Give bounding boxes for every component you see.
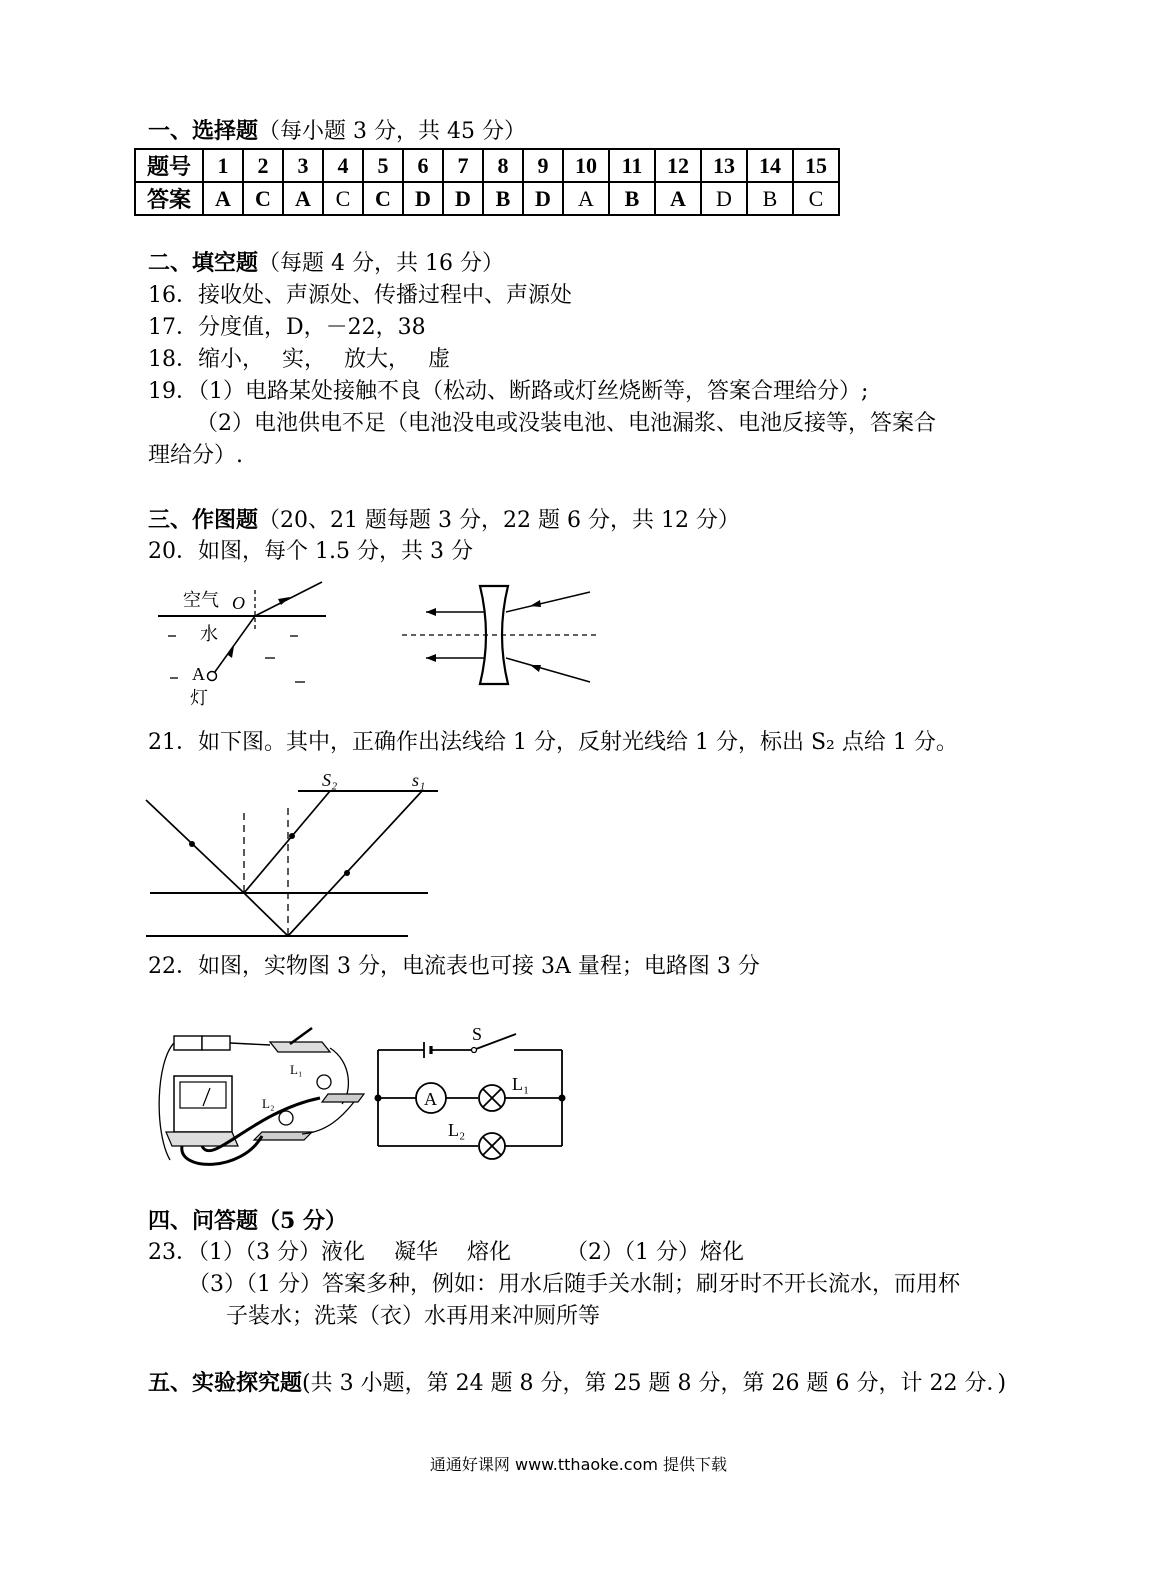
answer-23-3: （3）（1 分）答案多种，例如：用水后随手关水制；刷牙时不开长流水，而用杯: [188, 1272, 960, 1297]
table-cell: D: [701, 182, 747, 215]
answer-20: 20．如图，每个 1.5 分，共 3 分: [148, 539, 473, 564]
answer-21: 21．如下图。其中，正确作出法线给 1 分，反射光线给 1 分，标出 S₂ 点给 1 分。: [148, 730, 958, 755]
answer-19-2-cont: 理给分）.: [148, 443, 243, 468]
answer-17: 17．分度值，D，－22，38: [148, 315, 426, 340]
section2-note: （每题 4 分，共 16 分）: [258, 251, 504, 276]
table-cell: D: [443, 182, 483, 215]
table-cell: D: [523, 182, 563, 215]
table-cell: 6: [403, 149, 443, 182]
refraction-figure: [150, 570, 340, 710]
section5-note: (共 3 小题，第 24 题 8 分，第 25 题 8 分，第 26 题 6 分，计 22 分．): [302, 1371, 1007, 1396]
section4-title: 四、问答题（5 分）: [148, 1208, 347, 1234]
table-cell: A: [283, 182, 323, 215]
table-cell: B: [609, 182, 655, 215]
table-cell: C: [323, 182, 363, 215]
section5-title: 五、实验探究题: [148, 1370, 303, 1396]
table-cell: B: [747, 182, 793, 215]
section1-note: （每小题 3 分，共 45 分）: [258, 119, 526, 144]
table-cell: 2: [243, 149, 283, 182]
table-cell: 9: [523, 149, 563, 182]
answer-23-3-cont: 子装水；洗菜（衣）水再用来冲厕所等: [226, 1304, 601, 1329]
table-row-answers: [135, 182, 839, 215]
table-cell: 4: [323, 149, 363, 182]
table-cell: A: [563, 182, 609, 215]
section1-title: 一、选择题: [148, 118, 259, 144]
footer-text: 通通好课网 www.tthaoke.com 提供下载: [429, 1455, 728, 1474]
point-a-label: A: [192, 664, 205, 684]
physical-circuit-figure: [152, 1022, 362, 1172]
section2-heading: [148, 248, 504, 279]
switch-s-label: S: [472, 1024, 483, 1044]
table-cell: 3: [283, 149, 323, 182]
table-cell: A: [203, 182, 243, 215]
table-cell: C: [793, 182, 839, 215]
answer-23: 23．（1）（3 分）液化 凝华 熔化 （2）（1 分）熔化: [148, 1240, 744, 1265]
table-cell: 15: [793, 149, 839, 182]
header-label: 题号: [135, 149, 203, 182]
table-cell: 7: [443, 149, 483, 182]
table-cell: 1: [203, 149, 243, 182]
answer-label: 答案: [135, 182, 203, 215]
ammeter-label: A: [424, 1089, 437, 1109]
table-row-numbers: [135, 149, 839, 182]
s1-label: s₁: [412, 770, 426, 790]
table-cell: C: [243, 182, 283, 215]
table-cell: C: [363, 182, 403, 215]
section2-title: 二、填空题: [148, 250, 259, 276]
section3-note: （20、21 题每题 3 分，22 题 6 分，共 12 分）: [258, 508, 740, 533]
circuit-diagram: [372, 1020, 572, 1160]
physical-l2-label: L₂: [262, 1096, 275, 1111]
lamp-l1-label: L₁: [512, 1074, 530, 1094]
point-o-label: O: [232, 593, 245, 613]
physical-l1-label: L₁: [290, 1062, 303, 1077]
table-cell: D: [403, 182, 443, 215]
answer-18: 18．缩小， 实， 放大， 虚: [148, 347, 450, 372]
table-cell: 12: [655, 149, 701, 182]
water-label: 水: [200, 624, 218, 644]
table-cell: 5: [363, 149, 403, 182]
section1-heading: [148, 116, 526, 147]
answer-16: 16．接收处、声源处、传播过程中、声源处: [148, 283, 572, 308]
table-cell: A: [655, 182, 701, 215]
section5-heading: [148, 1368, 1006, 1399]
lamp-l2-label: L₂: [448, 1120, 466, 1140]
answer-19-2: （2）电池供电不足（电池没电或没装电池、电池漏浆、电池反接等，答案合: [196, 411, 936, 436]
table-cell: 13: [701, 149, 747, 182]
table-cell: 8: [483, 149, 523, 182]
table-cell: 11: [609, 149, 655, 182]
air-label: 空气: [183, 590, 219, 610]
section3-heading: [148, 505, 740, 536]
lamp-label: 灯: [190, 688, 208, 708]
table-cell: 14: [747, 149, 793, 182]
answer-19-1: 19．（1）电路某处接触不良（松动、断路或灯丝烧断等，答案合理给分）;: [148, 379, 869, 404]
answer-22: 22．如图，实物图 3 分，电流表也可接 3A 量程；电路图 3 分: [148, 954, 760, 979]
section3-title: 三、作图题: [148, 507, 259, 533]
concave-lens-figure: [400, 580, 605, 690]
answer-table: [134, 148, 840, 216]
table-cell: 10: [563, 149, 609, 182]
reflection-figure: [140, 768, 450, 943]
s2-label: S₂: [322, 770, 338, 790]
table-cell: B: [483, 182, 523, 215]
